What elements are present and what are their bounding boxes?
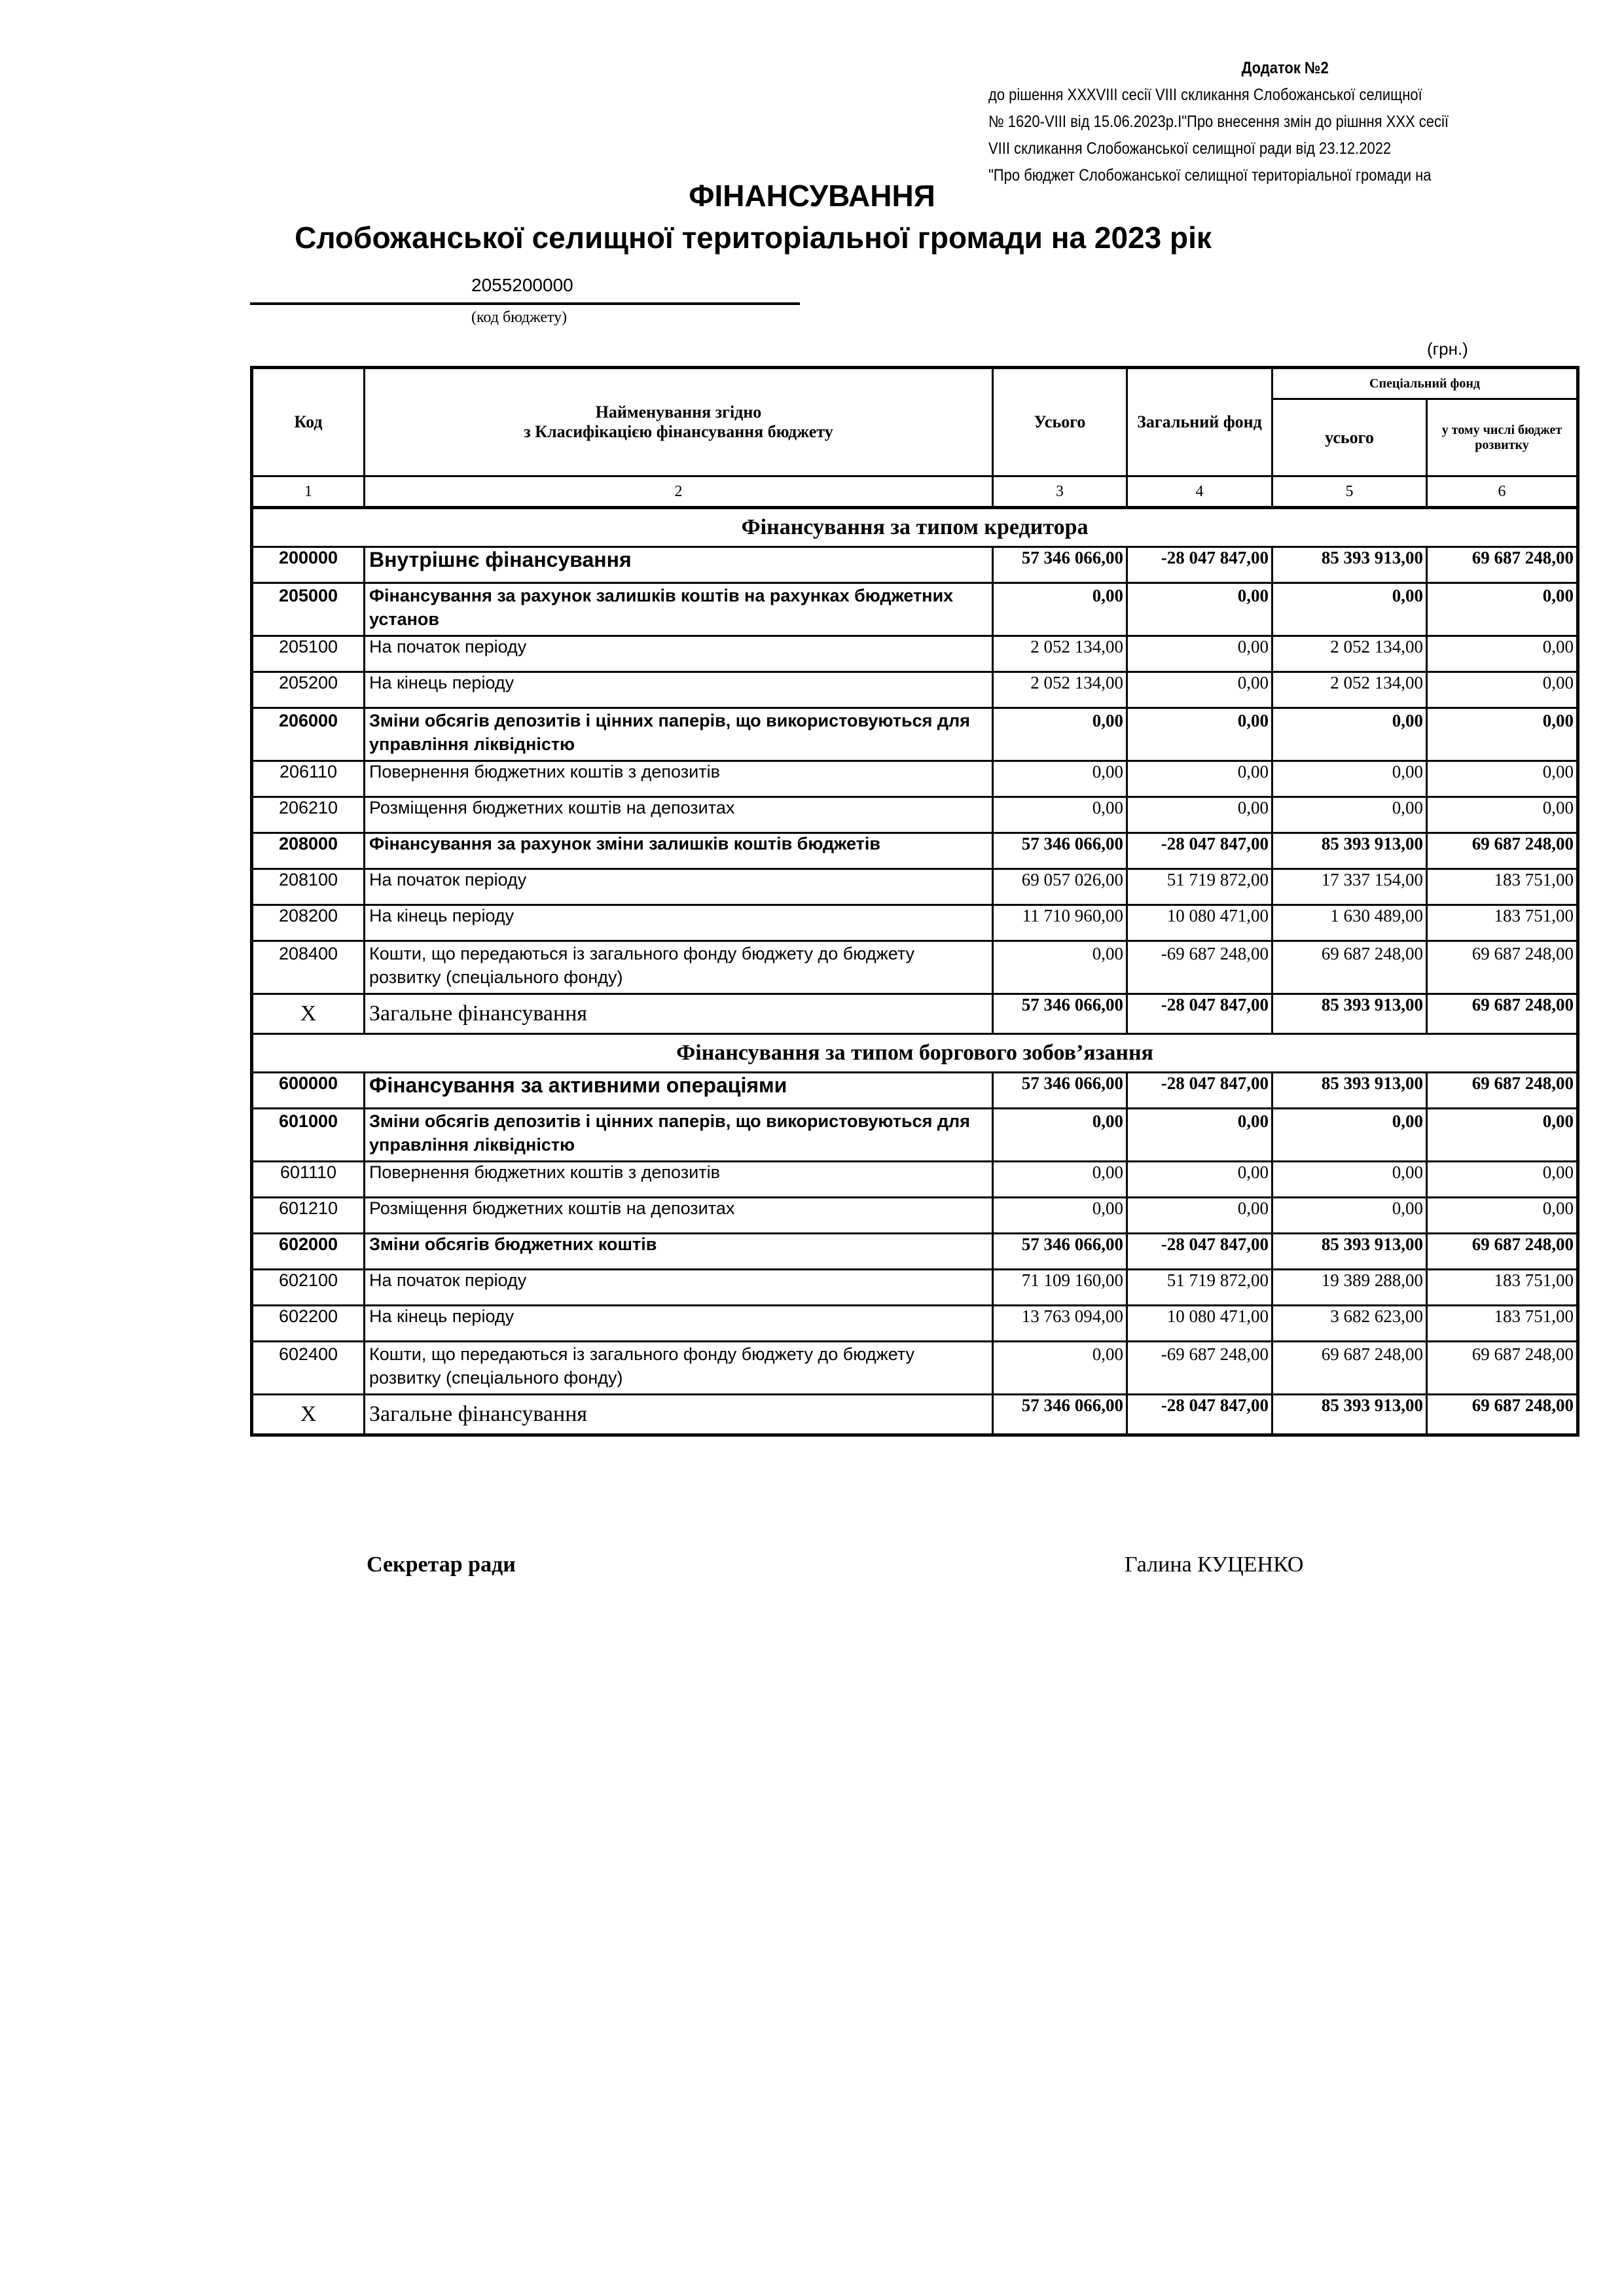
document-title: ФІНАНСУВАННЯ bbox=[689, 179, 935, 213]
row-name: На початок періоду bbox=[365, 869, 993, 905]
row-special-fund: 0,00 bbox=[1272, 797, 1427, 833]
row-general-fund: 0,00 bbox=[1127, 672, 1272, 708]
section-title: Фінансування за типом боргового зобов’язання bbox=[252, 1034, 1578, 1073]
row-total: 0,00 bbox=[993, 1342, 1127, 1395]
row-code: 205200 bbox=[252, 672, 365, 708]
row-development-budget: 0,00 bbox=[1427, 636, 1578, 672]
budget-code: 2055200000 bbox=[471, 275, 573, 295]
row-total: 0,00 bbox=[993, 1162, 1127, 1198]
column-numbers-row bbox=[252, 476, 1578, 508]
row-special-fund: 2 052 134,00 bbox=[1272, 636, 1427, 672]
section-row bbox=[252, 1034, 1578, 1073]
row-total: 0,00 bbox=[993, 1109, 1127, 1162]
header-name-line2: з Класифікацією фінансування бюджету bbox=[524, 422, 833, 441]
column-number: 3 bbox=[993, 476, 1127, 508]
row-general-fund: 10 080 471,00 bbox=[1127, 1306, 1272, 1342]
table-row bbox=[252, 1342, 1578, 1395]
row-special-fund: 85 393 913,00 bbox=[1272, 833, 1427, 869]
row-total: 0,00 bbox=[993, 583, 1127, 636]
row-general-fund: 0,00 bbox=[1127, 583, 1272, 636]
row-special-fund: 85 393 913,00 bbox=[1272, 994, 1427, 1034]
row-general-fund: -28 047 847,00 bbox=[1127, 1395, 1272, 1435]
row-general-fund: -28 047 847,00 bbox=[1127, 833, 1272, 869]
row-development-budget: 183 751,00 bbox=[1427, 905, 1578, 941]
table-row bbox=[252, 905, 1578, 941]
row-name: Фінансування за активними операціями bbox=[365, 1073, 993, 1109]
row-development-budget: 69 687 248,00 bbox=[1427, 1073, 1578, 1109]
row-code: 206110 bbox=[252, 761, 365, 797]
row-special-fund: 0,00 bbox=[1272, 1162, 1427, 1198]
row-code: 205000 bbox=[252, 583, 365, 636]
row-general-fund: -69 687 248,00 bbox=[1127, 941, 1272, 994]
row-name: На початок періоду bbox=[365, 636, 993, 672]
row-special-fund: 69 687 248,00 bbox=[1272, 1342, 1427, 1395]
annex-line: VIII скликання Слобожанської селищної ради від 23.12.2022 bbox=[988, 139, 1392, 158]
row-development-budget: 69 687 248,00 bbox=[1427, 833, 1578, 869]
row-total: 57 346 066,00 bbox=[993, 1073, 1127, 1109]
table-row bbox=[252, 941, 1578, 994]
header-code: Код bbox=[252, 368, 365, 476]
row-name: Розміщення бюджетних коштів на депозитах bbox=[365, 1198, 993, 1234]
row-development-budget: 69 687 248,00 bbox=[1427, 1234, 1578, 1270]
annex-note bbox=[988, 55, 1507, 189]
table-row bbox=[252, 869, 1578, 905]
annex-line: до рішення XXXVIII сесії VIII скликання Слобожанської селищної bbox=[988, 86, 1422, 104]
row-total: 0,00 bbox=[993, 941, 1127, 994]
row-code: 208000 bbox=[252, 833, 365, 869]
column-number: 6 bbox=[1427, 476, 1578, 508]
row-general-fund: 0,00 bbox=[1127, 636, 1272, 672]
row-total: 57 346 066,00 bbox=[993, 1395, 1127, 1435]
header-general-fund: Загальний фонд bbox=[1127, 368, 1272, 476]
row-general-fund: -28 047 847,00 bbox=[1127, 547, 1272, 583]
row-code: 602000 bbox=[252, 1234, 365, 1270]
row-total: 11 710 960,00 bbox=[993, 905, 1127, 941]
row-total: 0,00 bbox=[993, 797, 1127, 833]
row-general-fund: 51 719 872,00 bbox=[1127, 869, 1272, 905]
row-name: На початок періоду bbox=[365, 1270, 993, 1306]
row-development-budget: 183 751,00 bbox=[1427, 1270, 1578, 1306]
row-special-fund: 0,00 bbox=[1272, 583, 1427, 636]
row-name: Повернення бюджетних коштів з депозитів bbox=[365, 761, 993, 797]
row-general-fund: 51 719 872,00 bbox=[1127, 1270, 1272, 1306]
table-row bbox=[252, 761, 1578, 797]
column-number: 2 bbox=[365, 476, 993, 508]
row-code: X bbox=[252, 1395, 365, 1435]
row-code: 602200 bbox=[252, 1306, 365, 1342]
row-total: 57 346 066,00 bbox=[993, 1234, 1127, 1270]
row-total: 71 109 160,00 bbox=[993, 1270, 1127, 1306]
table-row bbox=[252, 708, 1578, 761]
row-total: 57 346 066,00 bbox=[993, 833, 1127, 869]
row-general-fund: 0,00 bbox=[1127, 708, 1272, 761]
row-special-fund: 0,00 bbox=[1272, 1109, 1427, 1162]
row-development-budget: 0,00 bbox=[1427, 761, 1578, 797]
row-development-budget: 183 751,00 bbox=[1427, 1306, 1578, 1342]
row-general-fund: 0,00 bbox=[1127, 797, 1272, 833]
row-general-fund: -69 687 248,00 bbox=[1127, 1342, 1272, 1395]
column-number: 4 bbox=[1127, 476, 1272, 508]
row-name: Внутрішнє фінансування bbox=[365, 547, 993, 583]
row-code: 208100 bbox=[252, 869, 365, 905]
table-row bbox=[252, 1073, 1578, 1109]
row-code: 200000 bbox=[252, 547, 365, 583]
row-general-fund: -28 047 847,00 bbox=[1127, 1234, 1272, 1270]
row-code: 208400 bbox=[252, 941, 365, 994]
row-development-budget: 0,00 bbox=[1427, 1162, 1578, 1198]
row-special-fund: 85 393 913,00 bbox=[1272, 1073, 1427, 1109]
row-name: Зміни обсягів бюджетних коштів bbox=[365, 1234, 993, 1270]
row-code: 600000 bbox=[252, 1073, 365, 1109]
row-total: 13 763 094,00 bbox=[993, 1306, 1127, 1342]
budget-code-underline bbox=[250, 302, 800, 305]
financing-table bbox=[250, 366, 1579, 1437]
row-general-fund: 0,00 bbox=[1127, 1109, 1272, 1162]
section-row bbox=[252, 508, 1578, 547]
section-title: Фінансування за типом кредитора bbox=[252, 508, 1578, 547]
row-name: Фінансування за рахунок зміни залишків коштів бюджетів bbox=[365, 833, 993, 869]
row-name: Загальне фінансування bbox=[365, 994, 993, 1034]
row-development-budget: 0,00 bbox=[1427, 1198, 1578, 1234]
row-code: 601110 bbox=[252, 1162, 365, 1198]
table-row bbox=[252, 583, 1578, 636]
row-development-budget: 69 687 248,00 bbox=[1427, 1395, 1578, 1435]
row-code: 206000 bbox=[252, 708, 365, 761]
table-row bbox=[252, 1306, 1578, 1342]
row-special-fund: 3 682 623,00 bbox=[1272, 1306, 1427, 1342]
row-special-fund: 0,00 bbox=[1272, 761, 1427, 797]
row-special-fund: 17 337 154,00 bbox=[1272, 869, 1427, 905]
row-general-fund: -28 047 847,00 bbox=[1127, 1073, 1272, 1109]
row-name: Розміщення бюджетних коштів на депозитах bbox=[365, 797, 993, 833]
row-name: На кінець періоду bbox=[365, 1306, 993, 1342]
row-development-budget: 0,00 bbox=[1427, 708, 1578, 761]
row-name: Кошти, що передаються із загального фонду бюджету до бюджету розвитку (спеціального фонду) bbox=[365, 1342, 993, 1395]
row-name: На кінець періоду bbox=[365, 672, 993, 708]
header-name-line1: Найменування згідно bbox=[595, 403, 762, 422]
row-name: Кошти, що передаються із загального фонду бюджету до бюджету розвитку (спеціального фонду) bbox=[365, 941, 993, 994]
row-total: 2 052 134,00 bbox=[993, 672, 1127, 708]
header-special-total: усього bbox=[1272, 399, 1427, 476]
row-general-fund: 0,00 bbox=[1127, 1198, 1272, 1234]
row-code: 205100 bbox=[252, 636, 365, 672]
row-development-budget: 183 751,00 bbox=[1427, 869, 1578, 905]
row-special-fund: 1 630 489,00 bbox=[1272, 905, 1427, 941]
table-row bbox=[252, 636, 1578, 672]
row-general-fund: 0,00 bbox=[1127, 761, 1272, 797]
row-development-budget: 69 687 248,00 bbox=[1427, 941, 1578, 994]
row-code: 601000 bbox=[252, 1109, 365, 1162]
row-name: Зміни обсягів депозитів і цінних паперів, що використовуються для управління ліквідністю bbox=[365, 708, 993, 761]
row-special-fund: 85 393 913,00 bbox=[1272, 1395, 1427, 1435]
table-row bbox=[252, 1198, 1578, 1234]
table-row bbox=[252, 1270, 1578, 1306]
row-special-fund: 0,00 bbox=[1272, 708, 1427, 761]
row-name: Повернення бюджетних коштів з депозитів bbox=[365, 1162, 993, 1198]
row-total: 69 057 026,00 bbox=[993, 869, 1127, 905]
row-name: Фінансування за рахунок залишків коштів на рахунках бюджетних установ bbox=[365, 583, 993, 636]
row-name: Зміни обсягів депозитів і цінних паперів, що використовуються для управління ліквідністю bbox=[365, 1109, 993, 1162]
row-general-fund: -28 047 847,00 bbox=[1127, 994, 1272, 1034]
table-row bbox=[252, 1234, 1578, 1270]
row-development-budget: 0,00 bbox=[1427, 1109, 1578, 1162]
signature-name: Галина КУЦЕНКО bbox=[1125, 1552, 1304, 1577]
row-name: Загальне фінансування bbox=[365, 1395, 993, 1435]
row-development-budget: 69 687 248,00 bbox=[1427, 1342, 1578, 1395]
table-row bbox=[252, 994, 1578, 1034]
row-code: 601210 bbox=[252, 1198, 365, 1234]
row-total: 0,00 bbox=[993, 1198, 1127, 1234]
table-row bbox=[252, 797, 1578, 833]
annex-heading: Додаток №2 bbox=[1241, 59, 1329, 77]
signature-role: Секретар ради bbox=[367, 1552, 516, 1577]
row-development-budget: 69 687 248,00 bbox=[1427, 547, 1578, 583]
column-number: 1 bbox=[252, 476, 365, 508]
row-special-fund: 85 393 913,00 bbox=[1272, 1234, 1427, 1270]
table-row bbox=[252, 1109, 1578, 1162]
row-general-fund: 10 080 471,00 bbox=[1127, 905, 1272, 941]
row-general-fund: 0,00 bbox=[1127, 1162, 1272, 1198]
row-special-fund: 2 052 134,00 bbox=[1272, 672, 1427, 708]
document-subtitle: Слобожанської селищної територіальної громади на 2023 рік bbox=[295, 221, 1212, 255]
header-special-fund: Спеціальний фонд bbox=[1272, 368, 1578, 399]
header-total: Усього bbox=[993, 368, 1127, 476]
row-code: 208200 bbox=[252, 905, 365, 941]
row-total: 57 346 066,00 bbox=[993, 994, 1127, 1034]
header-development-budget: у тому числі бюджет розвитку bbox=[1427, 399, 1578, 476]
currency-unit: (грн.) bbox=[1427, 339, 1468, 359]
row-code: X bbox=[252, 994, 365, 1034]
row-code: 206210 bbox=[252, 797, 365, 833]
table-row bbox=[252, 1395, 1578, 1435]
row-development-budget: 0,00 bbox=[1427, 672, 1578, 708]
row-special-fund: 85 393 913,00 bbox=[1272, 547, 1427, 583]
row-special-fund: 69 687 248,00 bbox=[1272, 941, 1427, 994]
annex-line: № 1620-VIII від 15.06.2023р.І"Про внесення змін до рішння ХХХ сесії bbox=[988, 113, 1449, 131]
row-total: 57 346 066,00 bbox=[993, 547, 1127, 583]
row-development-budget: 69 687 248,00 bbox=[1427, 994, 1578, 1034]
row-development-budget: 0,00 bbox=[1427, 583, 1578, 636]
row-special-fund: 19 389 288,00 bbox=[1272, 1270, 1427, 1306]
row-special-fund: 0,00 bbox=[1272, 1198, 1427, 1234]
table-row bbox=[252, 833, 1578, 869]
table-row bbox=[252, 1162, 1578, 1198]
row-development-budget: 0,00 bbox=[1427, 797, 1578, 833]
table-row bbox=[252, 547, 1578, 583]
row-total: 0,00 bbox=[993, 708, 1127, 761]
row-name: На кінець періоду bbox=[365, 905, 993, 941]
table-row bbox=[252, 672, 1578, 708]
column-number: 5 bbox=[1272, 476, 1427, 508]
row-code: 602400 bbox=[252, 1342, 365, 1395]
row-total: 2 052 134,00 bbox=[993, 636, 1127, 672]
header-name bbox=[365, 368, 993, 476]
row-code: 602100 bbox=[252, 1270, 365, 1306]
budget-code-label: (код бюджету) bbox=[471, 309, 568, 326]
annex-line: "Про бюджет Слобожанської селищної територіальної громади на bbox=[988, 166, 1432, 185]
row-total: 0,00 bbox=[993, 761, 1127, 797]
